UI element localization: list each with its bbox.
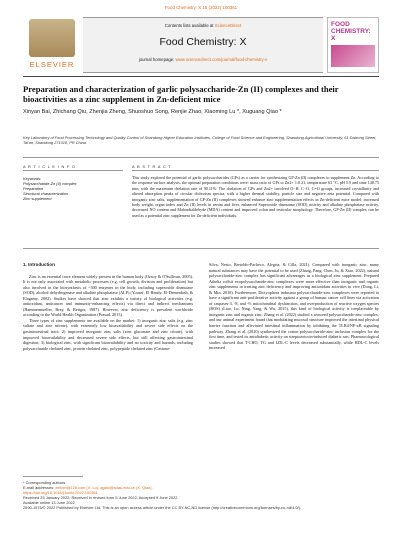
- article-info-label: A R T I C L E I N F O: [23, 164, 76, 169]
- divider: [23, 248, 379, 249]
- cover-title: FOOD CHEMISTRY: X: [331, 21, 371, 42]
- header-rule: [23, 76, 379, 77]
- journal-banner: [83, 17, 323, 73]
- contents-line: [83, 23, 323, 28]
- keyword-item: Structural characterization: [23, 191, 69, 196]
- sciencedirect-link[interactable]: ScienceDirect: [214, 23, 242, 28]
- body-column-left: [23, 262, 193, 351]
- journal-citation[interactable]: Food Chemistry: X 15 (2022) 100361: [164, 5, 238, 10]
- contents-prefix: Contents lists available at: [164, 23, 214, 28]
- divider: [23, 170, 123, 171]
- homepage-link[interactable]: www.sciencedirect.com/journal/food-chemistry-x: [175, 57, 268, 62]
- doi-link[interactable]: https://doi.org/10.1016/j.fochx.2022.100361: [23, 490, 98, 495]
- elsevier-tree-icon: [29, 19, 75, 57]
- corresponding-note: * Corresponding authors.: [23, 480, 67, 485]
- received-dates: Received 25 January 2022; Received in revised form 5 June 2022; Accepted 9 June 2022: [23, 495, 178, 500]
- keyword-item: Preparation: [23, 186, 44, 191]
- divider: [132, 170, 379, 171]
- body-column-right: [209, 262, 379, 351]
- section-heading: 1. Introduction: [23, 262, 55, 267]
- elsevier-logo[interactable]: [23, 17, 81, 73]
- available-online: Available online 13 June 2022: [23, 500, 75, 505]
- footnote: [23, 480, 379, 510]
- author-list[interactable]: Xinyan Bai, Zhichang Qiu, Zhenjia Zheng, Shuoshuo Song, Renjie Zhao, Xiaoming Lu *, Xuguang Qiao *: [23, 109, 282, 115]
- homepage-line: [83, 57, 323, 62]
- journal-cover[interactable]: [327, 17, 379, 73]
- email-prefix: E-mail addresses:: [23, 485, 55, 490]
- footnote-rule: [23, 476, 83, 477]
- body-paragraph: Three types of zinc supplements are available on the market: 1) inorganic zinc salts (e.g. zinc sulfate and zinc nitrate), with extremely low bioavailability and severe side effects on the gastrointestinal tract; 2) improved inorganic zinc salts (zinc gluconate and zinc citrate), with improved bioavailability and decreased severe side effects, but still affecting gastrointestinal digestion; 3) biological zinc, with significant bioavailability and no toxicity and hazards, including polysaccharide chelated zinc, protein chelated zinc, polypeptide chelated zinc (Castano-: [23, 317, 193, 351]
- keyword-item: Zinc supplement: [23, 196, 52, 201]
- body-paragraph: Silva, Nesto, Bertoldo-Pacheco, Alegria, & Cilla, 2021). Compared with inorganic zinc, many natural substances may have the potential to be used (Zhang, Pang, Chen, Ju, & Xiao, 2022), natural polysaccharide-zinc complex has significant advantages as a biological zinc supplement. Prepared Athelia rolfsii exopolysaccharide-zinc complexes were more effective than inorganic and organic zinc supplements in treating zinc deficiency and improving antioxidant activities in vive (Dong, Li, & Min, 2018). Furthermore, Dictyophora indusiata polysaccharide-zinc complexes were reported to have a significant anti-proliferative activity against a group of human cancer cell lines via activation of caspases-3, -8, and -9, mitochondrial dysfunction, and overproduction of reactive oxygen species (ROS) (Liao, Lu, Ning, Yang, & Wu, 2015), this kind of biological activity is irreplaceable by inorganic zinc and organic zinc. Zhang et al. (2022) studied a seaweed polysaccharide-zinc complex, and our animal experiment found that modulating mucosal structure improved the intestinal physical barrier function and alleviated intestinal inflammation by inhibiting the TLR4/NF-κB signaling pathway. Zhang et al. (2020) synthesized the cotton polysaccharide-zinc inclusion complex for the first time, and tested its antidiabetic activity on streptozotocin-induced diabetic rats. Pharmacological studies showed that T-CHO, TG and LDL-C levels decreased substantially, while HDL-C levels increased: [209, 262, 379, 351]
- keywords-heading: Keywords:: [23, 176, 42, 181]
- publisher-name: ELSEVIER: [29, 60, 75, 69]
- divider: [23, 157, 379, 158]
- article-info: [23, 164, 123, 201]
- affiliation: Key Laboratory of Food Processing Technology and Quality Control of Shandong Higher Education Institutes, College of Food Science and Engineering, Shandong Agricultural University, 61 Daizong Street, Tai'an, Shandong 271018, PR China: [23, 135, 377, 145]
- keyword-item: Polysaccharide-Zn (II) complex: [23, 181, 77, 186]
- body-paragraph: Zinc is an essential trace element widely present in the human body (Ozsoy & O'Sullivan, 2005). It is not only associated with metabolic processes (e.g. cell growth, division and proliferation) but also involved in the biosynthesis of ~300 enzymes in the body, including superoxide dismutase (SOD), alcohol dehydrogenase and alkaline phosphatase (ALP) (Yousef, El Hendy, El-Demerdash, & Elagamy, 2002). Studies have showed that zinc exhibits a variety of biological activities (e.g. antioxidant, anticancer and immunity-enhancing effects) via direct and indirect mechanisms (Hammermueller, Bray, & Bettger, 1987). However, zinc deficiency is prevalent worldwide according to the World Health Organization (Prasad, 2013).: [23, 273, 193, 318]
- journal-header: [23, 17, 379, 73]
- article-title: Preparation and characterization of garlic polysaccharide-Zn (II) complexes and their bioactivities as a zinc supplement in Zn-deficient mice: [23, 84, 339, 105]
- email-links[interactable]: xmlxm@126.com (X. Lu), qgiao@sdau.edu.cn (X. Qiao).: [55, 485, 153, 490]
- homepage-prefix: journal homepage:: [138, 57, 175, 62]
- cover-image: [331, 45, 375, 67]
- abstract-text: This study explored the potential of garlic polysaccharides (GPs) as a carrier for synthesizing GP-Zn (II) complexes to supplement Zn. According to the response surface analysis, the optimal preparation conditions were: mass ratio of GPs to Zn2+ 1:0.21, temperature 63 °C, pH 5.9 and time 148.75 min, with the maximum chelation rate of 90.11%. The chelation of GPs and Zn2+ involved O−H, C−O, C=O groups, increased crystallinity and altered absorption peaks of circular dichroism spectra, with a higher thermal stability, particle size and negative zeta potential. Compared with inorganic zinc salts, supplementation of GP-Zn (II) complexes showed enhance zinc supplementation effects in Zn-deficient mice model: increased body weight, organ index and Zn (II) levels in serum and liver, enhanced Superoxide dismutase (SOD) activity and alkaline phosphatase activity, decreased NO content and Malondialdehyde (MDA) content and improved colon and testicular morphology. Therefore, GP-Zn (II) complex can be used as a potential zinc supplement for Zn-deficient individuals.: [132, 175, 379, 218]
- abstract-label: A B S T R A C T: [132, 164, 172, 169]
- abstract-section: [132, 164, 379, 218]
- journal-name: Food Chemistry: X: [159, 36, 247, 48]
- license-text: 2590-1575/© 2022 Published by Elsevier Ltd. This is an open access article under the CC BY-NC-ND license (http://creativecommons.org/licenses/by-nc-nd/4.0/).: [23, 505, 301, 510]
